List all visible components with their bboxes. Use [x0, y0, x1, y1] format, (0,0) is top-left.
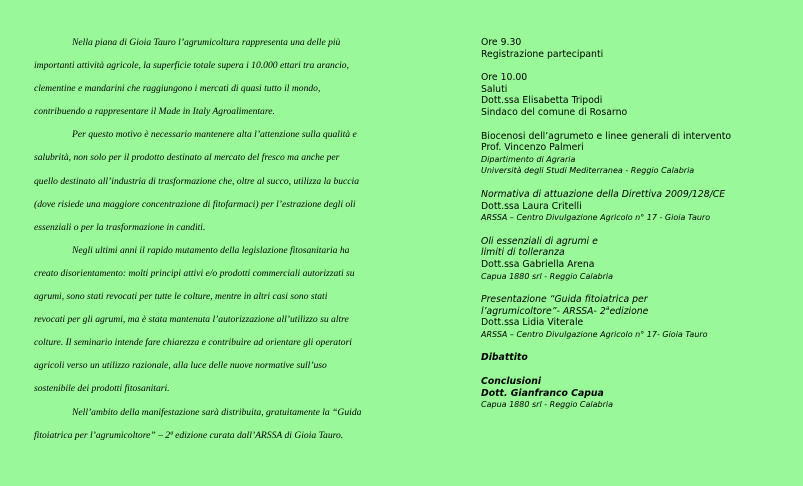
talk-title — [481, 306, 791, 318]
program-block-talk-4 — [481, 294, 791, 340]
speaker-name: Dott.ssa Laura Critelli — [481, 200, 582, 212]
intro-text — [34, 31, 380, 447]
affiliation: ARSSA – Centro Divulgazione Agricolo n° 17- Gioia Tauro — [481, 329, 708, 339]
text-line: clementine e mandarini che raggiungono i mercati di quasi tutto il mondo, — [34, 83, 321, 95]
time: Ore 9.30 — [481, 37, 522, 48]
talk-title: Presentazione “Guida fitoiatrica per — [481, 294, 648, 306]
program-block-talk-2 — [481, 189, 791, 224]
text-line: quello destinato all’industria di trasformazione che, oltre al succo, utilizza la buccia — [34, 175, 360, 187]
affiliation: Università degli Studi Mediterranea - Reggio Calabria — [481, 166, 695, 176]
agenda-item: Saluti — [481, 83, 508, 95]
program-block-talk-3 — [481, 236, 791, 282]
text-line: agrumi, sono stati revocati per tutte le colture, mentre in altri casi sono stati — [34, 291, 328, 303]
text-line: Nell’ambito della manifestazione sarà distribuita, gratuitamente la “Guida — [72, 406, 362, 418]
text-line: importanti attività agricole, la superficie totale supera i 10.000 ettari tra arancio, — [34, 60, 349, 72]
program-block-greetings — [481, 72, 791, 118]
text-line: agricoli verso un utilizzo razionale, alla luce delle nuove normative sull’uso — [34, 360, 327, 372]
affiliation: ARSSA – Centro Divulgazione Agricolo n° 17 - Gioia Tauro — [481, 213, 711, 223]
speaker-name: Dott.ssa Gabriella Arena — [481, 258, 595, 270]
speaker-name: Prof. Vincenzo Palmeri — [481, 142, 584, 154]
talk-title: Oli essenziali di agrumi e — [481, 235, 598, 247]
agenda-item: Dibattito — [481, 352, 528, 364]
agenda-item: Conclusioni — [481, 376, 542, 388]
text-line: salubrità, non solo per il prodotto destinato al mercato del fresco ma anche per — [34, 152, 340, 164]
title-part: l’agrumicoltore”- ARSSA- 2 — [481, 305, 606, 317]
paragraph-3 — [34, 239, 380, 401]
program-block-conclusions — [481, 376, 791, 411]
text-line: Per questo motivo è necessario mantenere alta l’attenzione sulla qualità e — [72, 129, 357, 141]
text-line: Nella piana di Gioia Tauro l’agrumicoltura rappresenta una delle più — [72, 37, 341, 48]
text-line: Negli ultimi anni il rapido mutamento della legislazione fitosanitaria ha — [72, 244, 350, 256]
time: Ore 10.00 — [481, 72, 528, 84]
talk-title: Normativa di attuazione della Direttiva 2009/128/CE — [481, 188, 726, 200]
paragraph-4 — [34, 401, 380, 447]
program-block-talk-1 — [481, 131, 791, 177]
text-line: essenziali o per la trasformazione in canditi. — [34, 221, 206, 233]
speaker-role: Sindaco del comune di Rosarno — [481, 106, 628, 118]
agenda-item: Registrazione partecipanti — [481, 48, 604, 60]
superscript: a — [605, 304, 610, 312]
text-line: revocati per gli agrumi, ma è stata mantenuta l’autorizzazione all’utilizzo su altre — [34, 314, 349, 326]
talk-title: limiti di tolleranza — [481, 247, 565, 259]
talk-title: Biocenosi dell’agrumeto e linee generali di intervento — [481, 130, 732, 142]
text-line: creato disorientamento: molti principi attivi e/o prodotti commerciali autorizzati su — [34, 267, 355, 279]
affiliation: Dipartimento di Agraria — [481, 154, 576, 164]
text-line: (dove risiede una maggiore concentrazione di fitofarmaci) per l’estrazione degli oli — [34, 198, 356, 210]
title-part: edizione — [609, 305, 649, 317]
paragraph-1 — [34, 31, 380, 123]
speaker-name: Dott. Gianfranco Capua — [481, 387, 604, 399]
paragraph-2 — [34, 123, 380, 238]
text-line: sostenibile dei prodotti fitosanitari. — [34, 383, 170, 395]
text-line: fitoiatrica per l’agrumicoltore” – 2ª edizione curata dall’ARSSA di Gioia Tauro. — [34, 429, 344, 441]
affiliation: Capua 1880 srl - Reggio Calabria — [481, 271, 614, 281]
speaker-name: Dott.ssa Lidia Viterale — [481, 317, 584, 329]
text-line: contribuendo a rappresentare il Made in Italy Agroalimentare. — [34, 106, 275, 118]
speaker-name: Dott.ssa Elisabetta Tripodi — [481, 95, 603, 107]
text-line: colture. Il seminario intende fare chiarezza e contribuire ad orientare gli operatori — [34, 337, 352, 349]
affiliation: Capua 1880 srl - Reggio Calabria — [481, 400, 614, 410]
program-block-registration — [481, 37, 791, 60]
program-block-debate — [481, 352, 791, 364]
program-schedule — [481, 37, 791, 423]
